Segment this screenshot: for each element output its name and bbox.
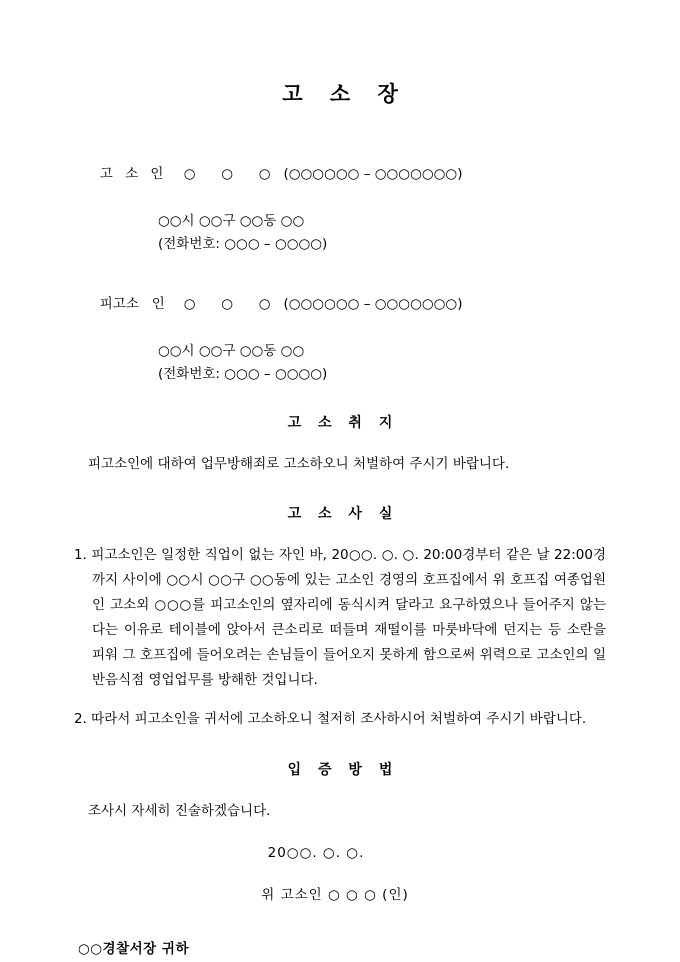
complainant-address: ○○시 ○○구 ○○동 ○○: [158, 212, 305, 229]
complainant-block: [74, 140, 606, 256]
accused-name: ○ ○ ○ (○○○○○○ – ○○○○○○○): [183, 296, 463, 313]
facts-item-1: 1. 피고소인은 일정한 직업이 없는 자인 바, 20○○. ○. ○. 20:00경부터 같은 날 22:00경까지 사이에 ○○시 ○○구 ○○동에 있는 고소인 경영의 호프집에서 위 호프집 여종업원인 고소외 ○○○를 피고소인의 옆자리에 동식시켜 달라고 요구하였으나 들어주지 않는다는 이유로 테이블에 앉아서 큰소리로 떠들며 재떨이를 마룻바닥에 던지는 등 소란을 피워 그 호프집에 들어오려는 손님들이 들어오지 못하게 함으로써 위력으로 고소인의 일반음식점 영업업무를 방해한 것입니다.: [74, 546, 606, 689]
complainant-name: ○ ○ ○ (○○○○○○ – ○○○○○○○): [183, 166, 463, 183]
accused-name-row: [74, 270, 606, 340]
closing-signature: 위 고소인 ○ ○ ○ (인): [261, 887, 409, 904]
closing-date: 20○○. ○. ○.: [267, 845, 365, 862]
section-heading-purpose: 고 소 취 지: [287, 415, 399, 432]
accused-address: ○○시 ○○구 ○○동 ○○: [158, 342, 305, 359]
complainant-name-row: [74, 140, 606, 210]
accused-phone: (전화번호: ○○○ – ○○○○): [158, 365, 328, 382]
facts-item-2: 2. 따라서 피고소인을 귀서에 고소하오니 철저히 조사하시어 처벌하여 주시기 바랍니다.: [74, 711, 587, 728]
section-heading-evidence: 입 증 방 법: [287, 761, 399, 778]
complainant-phone: (전화번호: ○○○ – ○○○○): [158, 235, 328, 252]
addressee: ○○경찰서장 귀하: [78, 941, 190, 958]
purpose-body: 피고소인에 대하여 업무방해죄로 고소하오니 처벌하여 주시기 바랍니다.: [88, 456, 510, 473]
complainant-label: 고 소 인: [99, 166, 168, 183]
accused-block: [74, 270, 606, 386]
section-heading-facts: 고 소 사 실: [287, 505, 399, 522]
evidence-body: 조사시 자세히 진술하겠습니다.: [88, 802, 271, 819]
page-title: 고 소 장: [282, 82, 408, 106]
accused-label: 피고소 인: [99, 296, 165, 313]
